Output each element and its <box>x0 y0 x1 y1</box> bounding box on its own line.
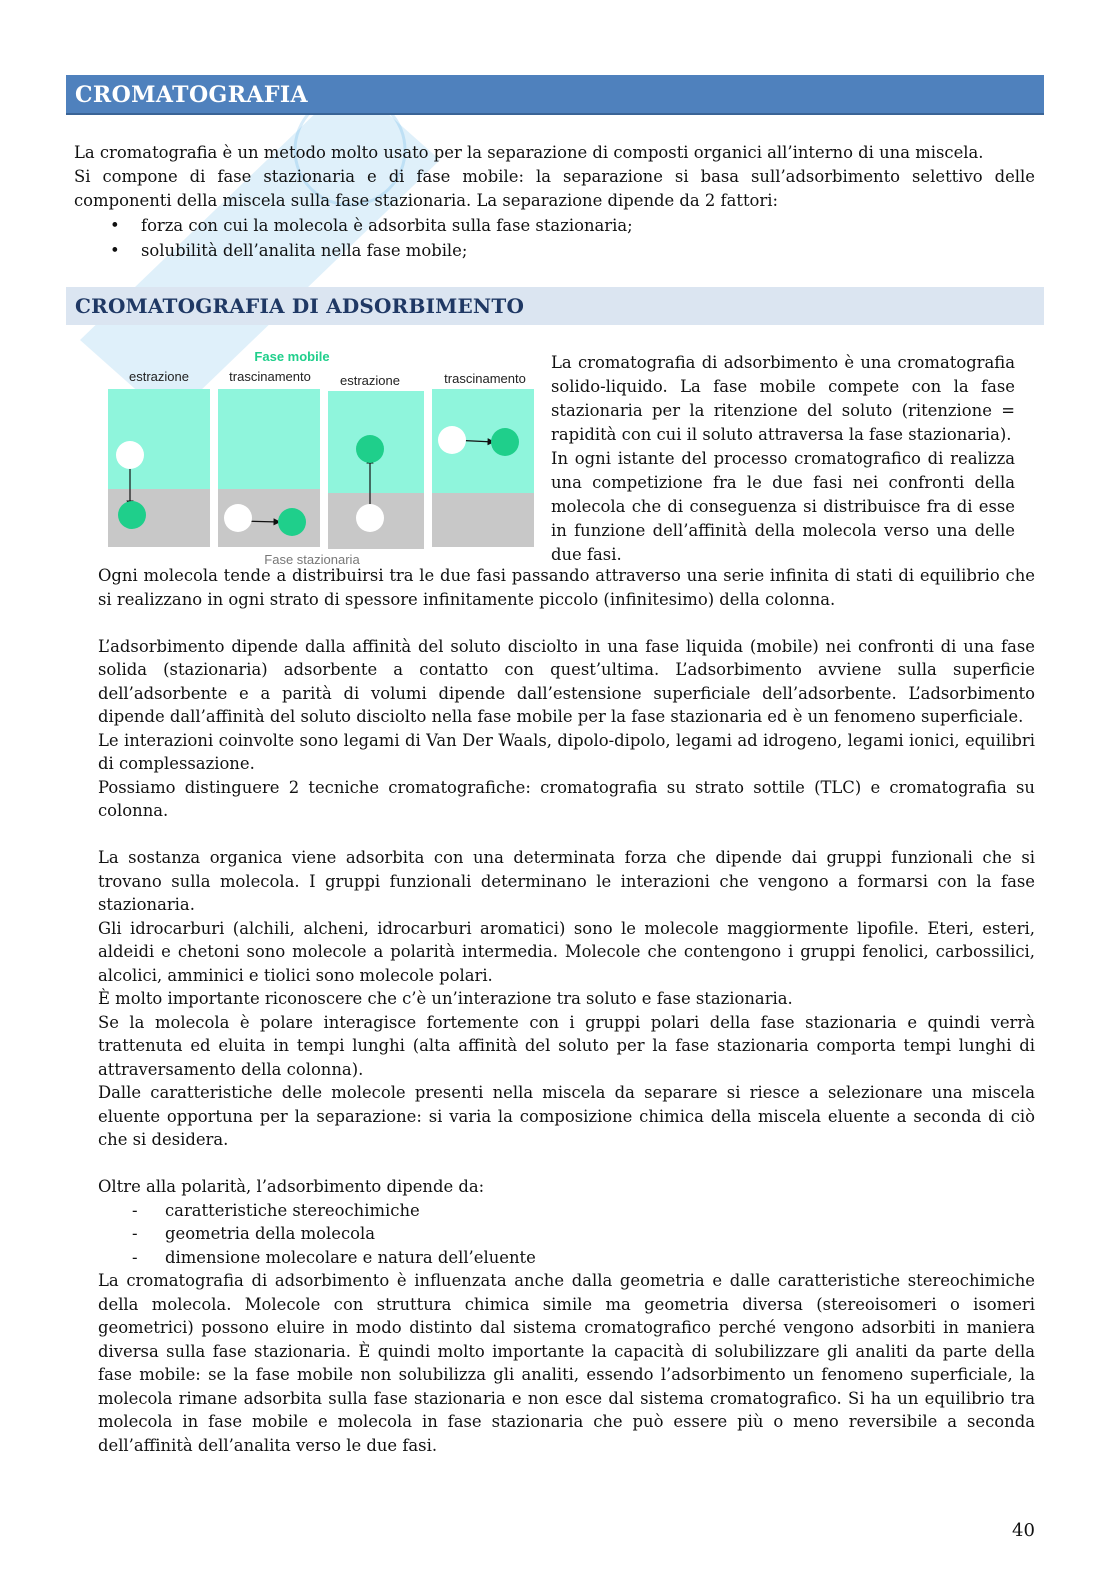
free-molecule <box>224 504 252 532</box>
body-paragraph: Le interazioni coinvolte sono legami di Van Der Waals, dipolo-dipolo, legami ad idrogeno, legami ionici, equilibri di complessazione. <box>98 730 1035 773</box>
adsorbed-molecule <box>278 508 306 536</box>
factor-item: • solubilità dell’analita nella fase mobile; <box>110 241 468 260</box>
chapter-title: CROMATOGRAFIA <box>75 82 309 108</box>
body-text <box>98 564 1035 1457</box>
dependency-item: - dimensione molecolare e natura dell’eluente <box>132 1247 536 1267</box>
adsorbed-molecule <box>118 501 146 529</box>
side-paragraph-2: In ogni istante del processo cromatografico di realizza una competizione fra le due fasi nei confronti della molecola che di conseguenza si distribuisce fra di esse in funzione dell’affinità della molecola verso una delle due fasi. <box>551 449 1015 564</box>
section-title: CROMATOGRAFIA DI ADSORBIMENTO <box>75 294 525 318</box>
factor-list <box>74 213 974 263</box>
body-paragraph: Gli idrocarburi (alchili, alcheni, idrocarburi aromatici) sono le molecole maggiormente lipofile. Eteri, esteri, aldeidi e chetoni sono molecole a polarità intermedia. Molecole che contengono i gruppi fenolici, carbossilici, alcolici, amminici e tiolici sono molecole polari. <box>98 918 1035 985</box>
side-paragraph-1: La cromatografia di adsorbimento è una cromatografia solido-liquido. La fase mobile compete con la fase stazionaria per la ritenzione del soluto (ritenzione = rapidità con cui il soluto attraversa la fase stazionaria). <box>551 353 1015 444</box>
intro-line-1: La cromatografia è un metodo molto usato per la separazione di composti organici all’interno di una miscela. <box>74 143 984 162</box>
free-molecule <box>356 504 384 532</box>
free-molecule <box>438 426 466 454</box>
intro-line-2: Si compone di fase stazionaria e di fase mobile: la separazione si basa sull’adsorbimento selettivo delle componenti della miscela sulla fase stazionaria. La separazione dipende da 2 fattori: <box>74 167 1035 210</box>
diagram-panel-3 <box>328 391 424 549</box>
dependency-item: - geometria della molecola <box>132 1224 376 1243</box>
stationary-phase-label: Fase stazionaria <box>264 552 360 567</box>
page-number: 40 <box>1012 1520 1035 1541</box>
body-paragraph: Possiamo distinguere 2 tecniche cromatografiche: cromatografia su strato sottile (TLC) e cromatografia su colonna. <box>98 777 1035 820</box>
mobile-phase-label: Fase mobile <box>254 349 330 364</box>
body-paragraph: Dalle caratteristiche delle molecole presenti nella miscela da separare si riesce a selezionare una miscela eluente opportuna per la separazione: si varia la composizione chimica della miscela eluente a seconda di ciò che si desidera. <box>98 1083 1035 1149</box>
body-paragraph: Oltre alla polarità, l’adsorbimento dipende da: <box>98 1177 485 1196</box>
diagram-panel-1 <box>108 389 210 547</box>
body-paragraph: L’adsorbimento dipende dalla affinità del soluto disciolto in una fase liquida (mobile) nei confronti di una fase solida (stazionaria) adsorbente a contatto con quest’ultima. L’adsorbimento avviene sulla superficie dell’adsorbente e a parità di volumi dipende dall’estensione superficiale dell’adsorbente. L’adsorbimento dipende dall’affinità del soluto disciolto nella fase mobile per la fase stazionaria ed è un fenomeno superficiale. <box>98 636 1035 726</box>
diagram-panel-4 <box>432 389 534 547</box>
panel-label: estrazione <box>340 373 400 388</box>
panel-label: trascinamento <box>444 371 526 386</box>
chapter-header <box>66 75 1044 115</box>
diagram-panel-2 <box>218 389 320 547</box>
adsorption-diagram <box>104 345 540 570</box>
section-header <box>66 287 1044 325</box>
body-paragraph: È molto importante riconoscere che c’è un’interazione tra soluto e fase stazionaria. <box>98 989 793 1008</box>
adsorbed-molecule <box>491 428 519 456</box>
adsorbed-molecule <box>356 435 384 463</box>
body-paragraph: Ogni molecola tende a distribuirsi tra le due fasi passando attraverso una serie infinita di stati di equilibrio che si realizzano in ogni strato di spessore infinitamente piccolo (infinitesimo) della colonna. <box>98 566 1035 609</box>
body-paragraph: Se la molecola è polare interagisce fortemente con i gruppi polari della fase stazionaria e quindi verrà trattenuta ed eluita in tempi lunghi (alta affinità del soluto per la fase stazionaria comporta tempi lunghi di attraversamento della colonna). <box>98 1012 1035 1079</box>
free-molecule <box>116 441 144 469</box>
panel-label: estrazione <box>129 369 189 384</box>
body-paragraph: La cromatografia di adsorbimento è influenzata anche dalla geometria e dalle caratteristiche stereochimiche della molecola. Molecole con struttura chimica simile ma geometria diversa (stereoisomeri o isomeri geometrici) possono eluire in modo distinto dal sistema cromatografico perché vengono adsorbiti in maniera diversa sulla fase stazionaria. È quindi molto importante la capacità di solubilizzare gli analiti da parte della fase mobile: se la fase mobile non solubilizza gli analiti, essendo l’adsorbimento un fenomeno superficiale, la molecola rimane adsorbita sulla fase stazionaria e non esce dal sistema cromatografico. Si ha un equilibrio tra molecola in fase mobile e molecola in fase stazionaria che può essere più o meno reversibile a seconda dell’affinità dell’analita verso le due fasi. <box>98 1271 1035 1455</box>
intro-paragraph <box>74 141 1035 213</box>
body-paragraph: La sostanza organica viene adsorbita con una determinata forza che dipende dai gruppi funzionali che si trovano sulla molecola. I gruppi funzionali determinano le interazioni che vengono a formarsi con la fase stazionaria. <box>98 848 1035 914</box>
factor-item: • forza con cui la molecola è adsorbita sulla fase stazionaria; <box>110 216 633 235</box>
side-text <box>551 351 1015 567</box>
dependency-item: - caratteristiche stereochimiche <box>132 1200 420 1220</box>
panel-label: trascinamento <box>229 369 311 384</box>
dependency-list <box>98 1199 1035 1270</box>
